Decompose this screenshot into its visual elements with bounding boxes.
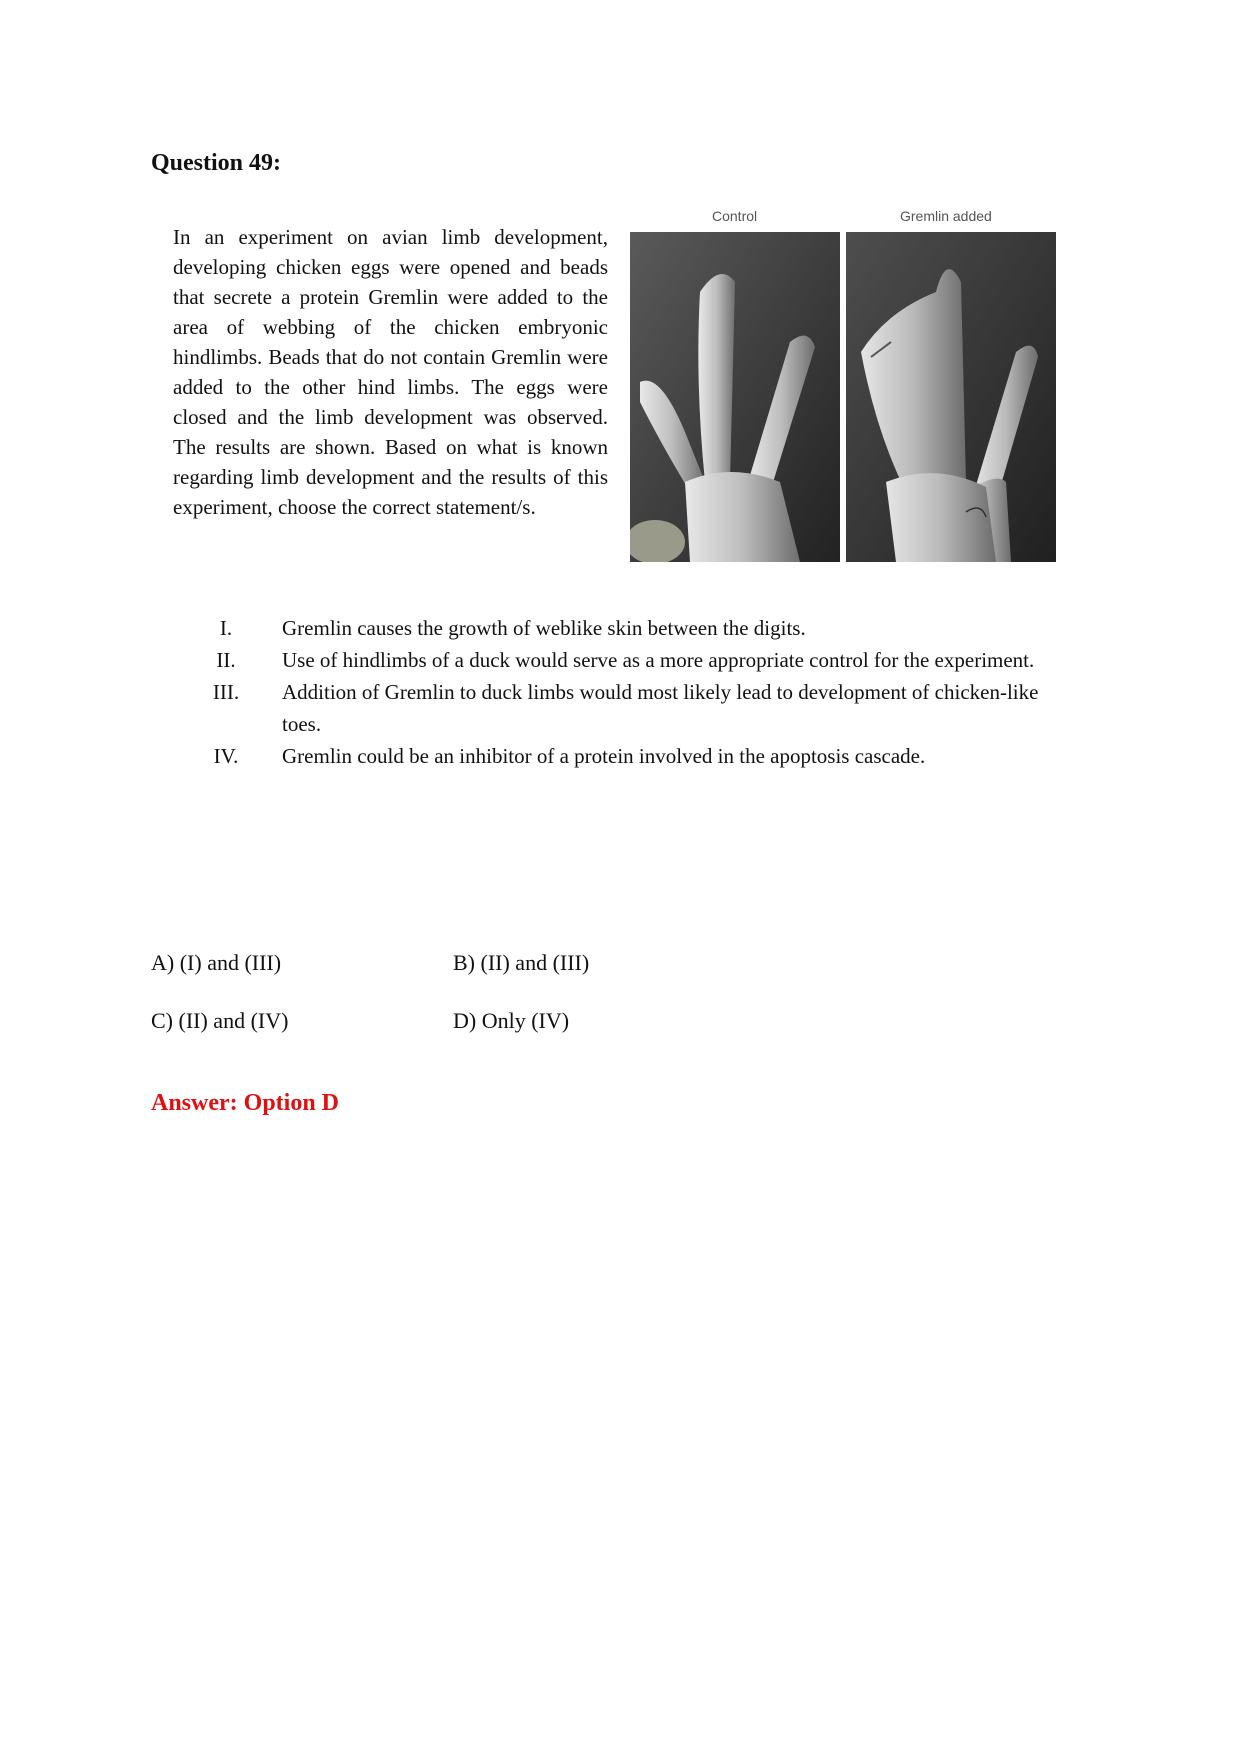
statement-item (170, 676, 1050, 740)
gremlin-label: Gremlin added (900, 208, 992, 224)
statement-number: IV. (213, 744, 239, 768)
option-d: D) Only (IV) (453, 1008, 570, 1033)
gremlin-limb-image (846, 232, 1056, 562)
statement-number: III. (212, 680, 240, 704)
limb-figure (630, 208, 1074, 564)
statement-text: Use of hindlimbs of a duck would serve as a more appropriate control for the experiment. (282, 648, 1035, 672)
statement-item (170, 612, 1050, 644)
question-intro: In an experiment on avian limb development, developing chicken eggs were opened and beads that secrete a protein Gremlin were added to the area of webbing of the chicken embryonic hindlimbs. Beads that do not contain Gremlin were added to the other hind limbs. The eggs were closed and the limb development was observed. The results are shown. Based on what is known regarding limb development and the results of this experiment, choose the correct statement/s. (173, 225, 608, 519)
statement-item (170, 740, 1050, 772)
statement-item (170, 644, 1050, 676)
statement-list (170, 612, 1050, 772)
control-label: Control (712, 208, 758, 224)
statement-number: II. (216, 648, 236, 672)
option-a: A) (I) and (III) (151, 950, 282, 975)
option-b: B) (II) and (III) (453, 950, 590, 975)
statement-text: Gremlin could be an inhibitor of a protein involved in the apoptosis cascade. (282, 744, 926, 768)
answer-text: Answer: Option D (151, 1090, 340, 1116)
control-limb-image (630, 232, 840, 562)
statement-text: Addition of Gremlin to duck limbs would most likely lead to development of chicken-like toes. (282, 680, 1039, 736)
question-title: Question 49: (151, 150, 282, 176)
option-c: C) (II) and (IV) (151, 1008, 289, 1033)
statement-number: I. (219, 616, 233, 640)
statement-text: Gremlin causes the growth of weblike skin between the digits. (282, 616, 806, 640)
